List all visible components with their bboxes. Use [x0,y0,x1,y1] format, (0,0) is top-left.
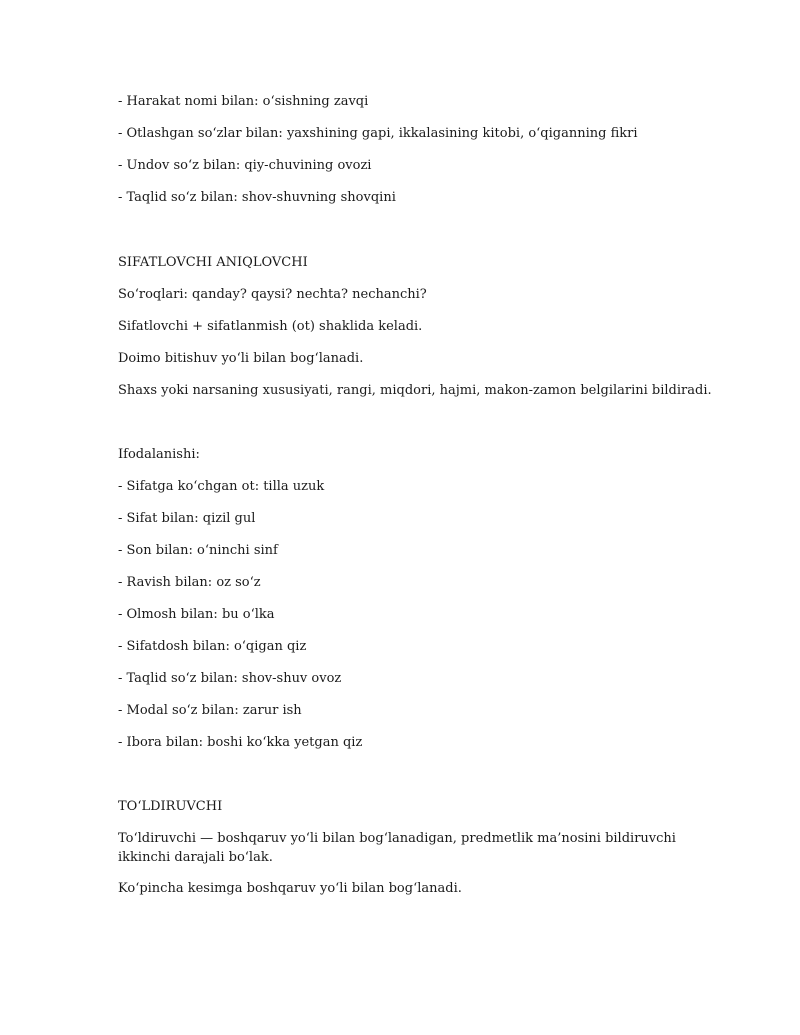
paragraph: Doimo bitishuv yo‘li bilan bog‘lanadi. [118,351,364,366]
paragraph: Sifatlovchi + sifatlanmish (ot) shaklida keladi. [118,319,423,334]
list-item: - Otlashgan so‘zlar bilan: yaxshining gapi, ikkalasining kitobi, o‘qiganning fikri [118,126,638,141]
list-item: - Modal so‘z bilan: zarur ish [118,703,302,718]
list-item: - Undov so‘z bilan: qiy-chuvining ovozi [118,158,372,173]
list-item: - Son bilan: o‘ninchi sinf [118,543,278,558]
paragraph: So‘roqlari: qanday? qaysi? nechta? nechanchi? [118,287,427,302]
paragraph: To‘ldiruvchi — boshqaruv yo‘li bilan bog‘lanadigan, predmetlik ma’nosini bildiruvchi ikkinchi darajali bo‘lak. [118,831,676,865]
list-item: - Taqlid so‘z bilan: shov-shuvning shovqini [118,190,396,205]
list-item: - Harakat nomi bilan: o‘sishning zavqi [118,94,369,109]
list-item: - Sifatga ko‘chgan ot: tilla uzuk [118,479,325,494]
paragraph: Shaxs yoki narsaning xususiyati, rangi, miqdori, hajmi, makon-zamon belgilarini bildiradi. [118,383,712,398]
list-item: - Olmosh bilan: bu o‘lka [118,607,275,622]
list-item: - Ravish bilan: oz so‘z [118,575,261,590]
ifodalanishi-label: Ifodalanishi: [118,447,200,462]
list-item: - Sifatdosh bilan: o‘qigan qiz [118,639,307,654]
section-heading-toldiruvchi: TO‘LDIRUVCHI [118,799,223,814]
list-item: - Ibora bilan: boshi ko‘kka yetgan qiz [118,735,363,750]
paragraph: Ko‘pincha kesimga boshqaruv yo‘li bilan bog‘lanadi. [118,881,462,896]
list-item: - Taqlid so‘z bilan: shov-shuv ovoz [118,671,342,686]
section-heading-sifatlovchi: SIFATLOVCHI ANIQLOVCHI [118,255,308,270]
list-item: - Sifat bilan: qizil gul [118,511,256,526]
